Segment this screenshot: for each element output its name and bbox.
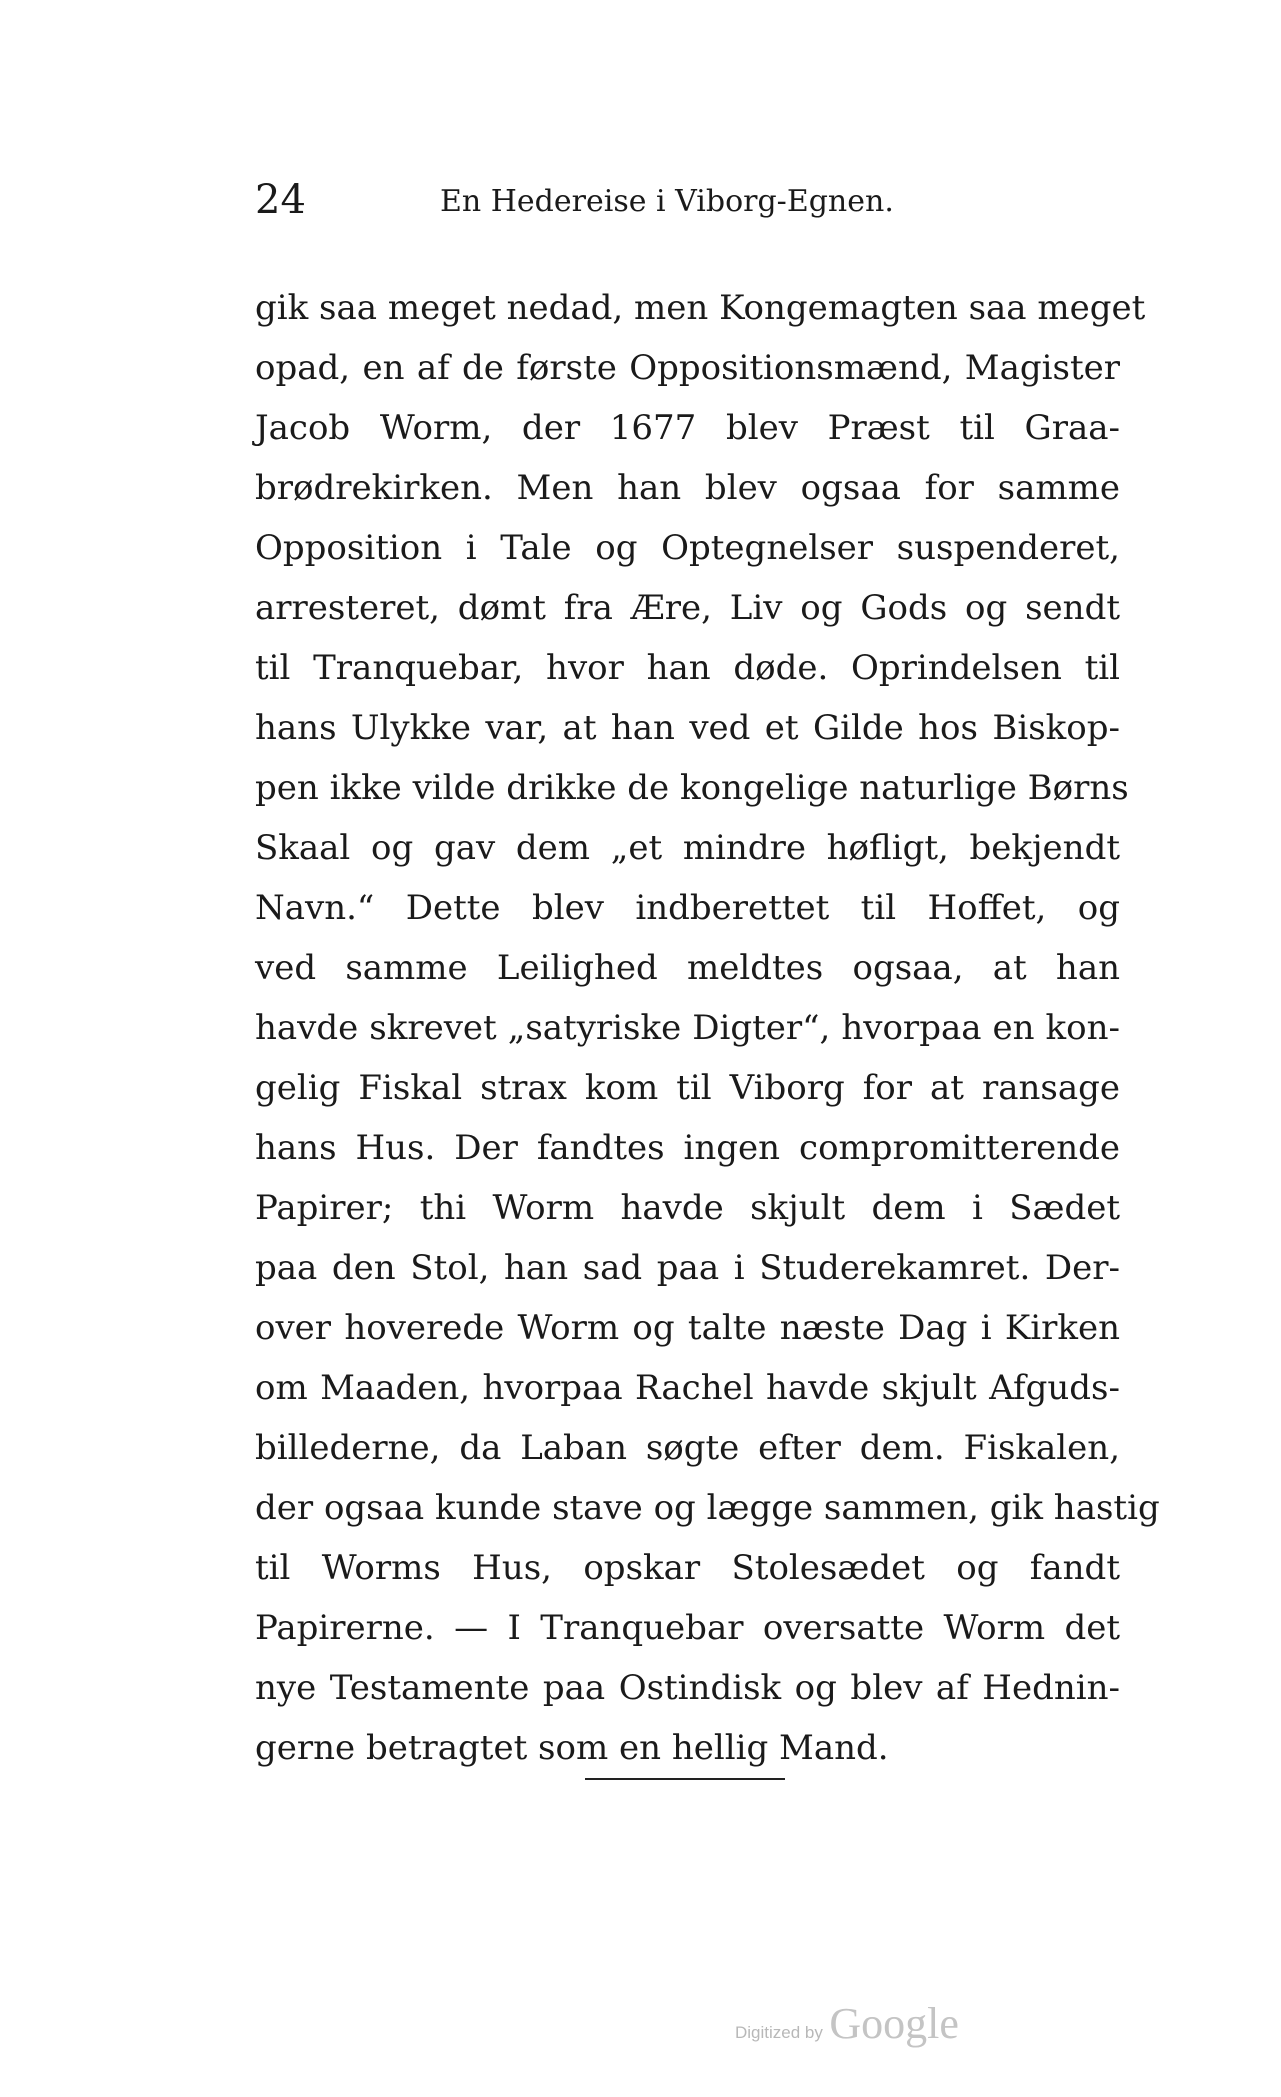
text-line: der ogsaa kunde stave og lægge sammen, gik hastig — [255, 1488, 1160, 1528]
google-logo: Google — [829, 1999, 959, 2048]
page-number: 24 — [255, 177, 306, 223]
text-line: hans Hus. Der fandtes ingen compromitterende — [255, 1128, 1120, 1168]
text-line: paa den Stol, han sad paa i Studerekamret. Der- — [255, 1248, 1120, 1288]
watermark-prefix: Digitized by — [735, 2023, 823, 2042]
text-line: opad, en af de første Oppositionsmænd, Magister — [255, 348, 1120, 388]
text-line: nye Testamente paa Ostindisk og blev af Hednin- — [255, 1668, 1120, 1708]
text-line: ved samme Leilighed meldtes ogsaa, at han — [255, 948, 1120, 988]
text-line: gik saa meget nedad, men Kongemagten saa meget — [255, 288, 1146, 328]
text-line: hans Ulykke var, at han ved et Gilde hos Biskop- — [255, 708, 1120, 748]
text-line: gelig Fiskal strax kom til Viborg for at ransage — [255, 1068, 1120, 1108]
text-line: om Maaden, hvorpaa Rachel havde skjult Afguds- — [255, 1368, 1120, 1408]
text-line: Skaal og gav dem „et mindre høfligt, bekjendt — [255, 828, 1120, 868]
text-line: brødrekirken. Men han blev ogsaa for samme — [255, 468, 1120, 508]
body-text — [255, 278, 1160, 1778]
text-line: over hoverede Worm og talte næste Dag i Kirken — [255, 1308, 1120, 1348]
text-line: Papirerne. — I Tranquebar oversatte Worm det — [255, 1608, 1120, 1648]
digitization-watermark — [735, 1998, 959, 2049]
text-line: Papirer; thi Worm havde skjult dem i Sædet — [255, 1188, 1120, 1228]
text-line: billederne, da Laban søgte efter dem. Fiskalen, — [255, 1428, 1120, 1468]
text-line: Navn.“ Dette blev indberettet til Hoffet, og — [255, 888, 1120, 928]
text-line: Opposition i Tale og Optegnelser suspenderet, — [255, 528, 1120, 568]
text-line: pen ikke vilde drikke de kongelige naturlige Børns — [255, 768, 1129, 808]
text-line: havde skrevet „satyriske Digter“, hvorpaa en kon- — [255, 1008, 1120, 1048]
running-header: En Hedereise i Viborg-Egnen. — [440, 184, 894, 219]
text-line: Jacob Worm, der 1677 blev Præst til Graa- — [255, 408, 1120, 448]
text-line: til Tranquebar, hvor han døde. Oprindelsen til — [255, 648, 1120, 688]
text-line: arresteret, dømt fra Ære, Liv og Gods og sendt — [255, 588, 1120, 628]
text-line: gerne betragtet som en hellig Mand. — [255, 1728, 889, 1768]
text-line: til Worms Hus, opskar Stolesædet og fandt — [255, 1548, 1120, 1588]
section-divider — [585, 1778, 785, 1780]
